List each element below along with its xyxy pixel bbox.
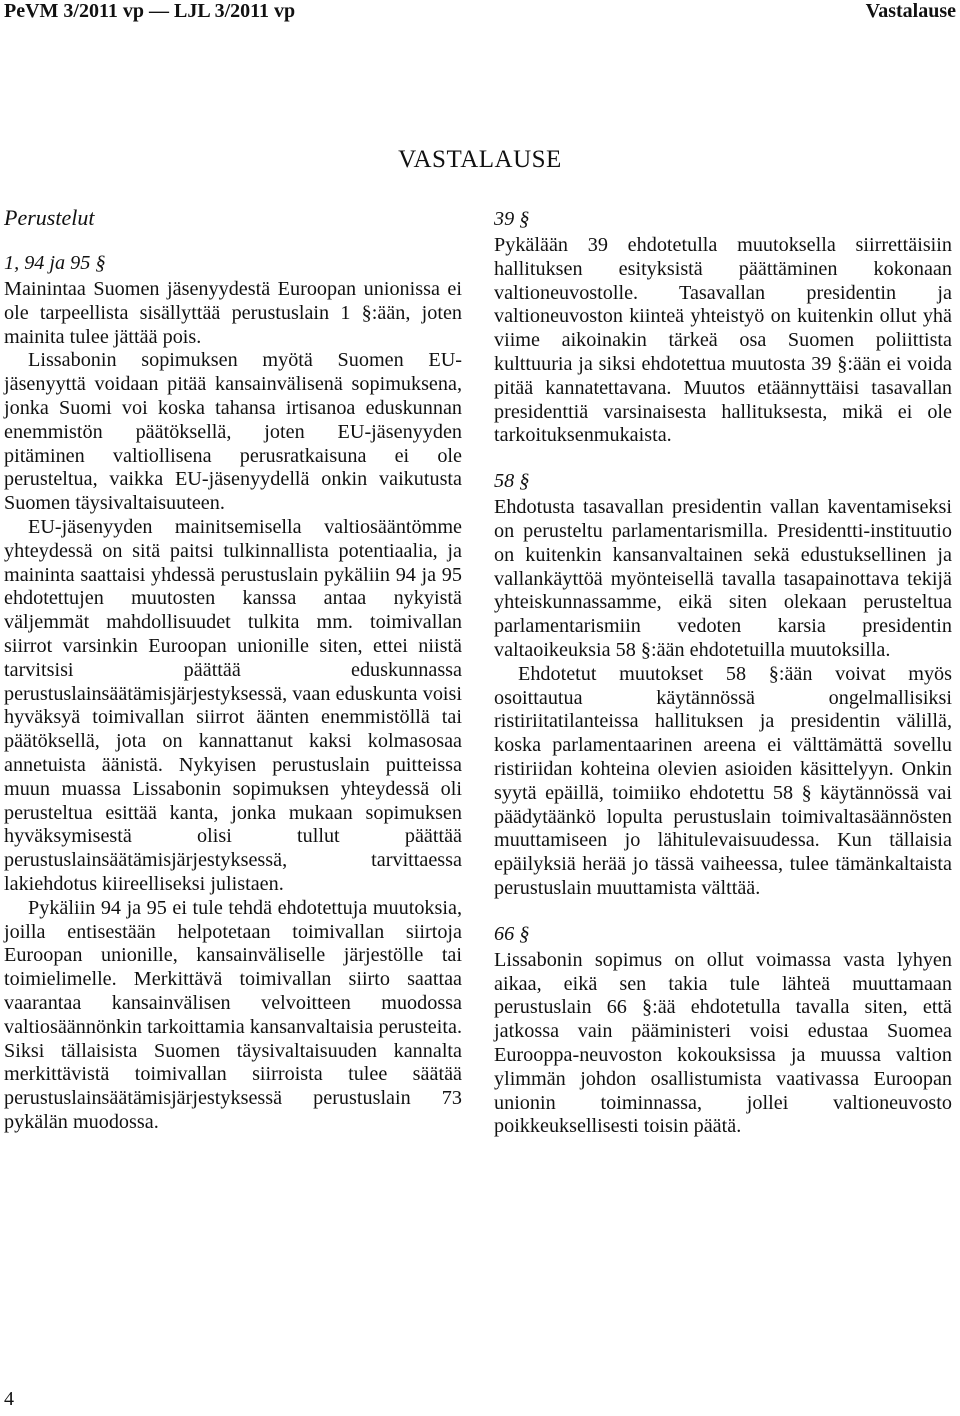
left-column xyxy=(4,204,462,1135)
body-paragraph: Pykäliin 94 ja 95 ei tule tehdä ehdotettuja muutoksia, joilla entisestään helpotetaan toimivallan siirtoja Euroopan unionille, kansainväliselle järjestölle tai toimielimelle. Merkittävä toimivallan siirto saattaa vaarantaa kansainvälisen velvoitteen muodossa valtiosäännönkin tarkoittamia kansanvaltaisia perusteita. Siksi tällaisista Suomen täysivaltaisuuden kannalta merkittävistä toimivallan siirroista tulee säätää perustuslainsäätämisjärjestyksessä perustuslain 73 pykälän muodossa. xyxy=(4,896,462,1133)
body-paragraph: Ehdotusta tasavallan presidentin vallan kaventamiseksi on perusteltu parlamentarismilla. Presidentti-instituutio on kuitenkin kansanvaltainen sekä edustuksellinen ja vallankäyttöä myönteisellä tavalla tasapainottava tekijä yhteiskunnassamme, eikä siten olekaan perusteltua parlamentarismiin vedoten karsia presidentin valtaoikeuksia 58 §:ään ehdotetuilla muutoksilla. xyxy=(494,496,952,661)
header-section-label: Vastalause xyxy=(865,0,956,22)
body-paragraph: EU-jäsenyyden mainitsemisella valtiosääntömme yhteydessä on sitä paitsi tulkinnallista potentiaalia, ja maininta saattaisi yhdessä perustuslain pykäliin 94 ja 95 ehdotettujen muutosten kanssa antaa nykyistä väljemmät mahdollisuudet tulkita mm. toimivallan siirrot varsinkin Euroopan unionille siten, ettei niistä tarvitsisi päättää eduskunnassa perustuslainsäätämisjärjestyksessä, vaan eduskunta voisi hyväksyä toimivallan siirrot äänten enemmistöllä tai päätöksellä, jota on kannattanut kaksi kolmasosaa annetuista äänistä. Nykyisen perustuslain puitteissa muun muassa Lissabonin sopimuksen yhteydessä oli perusteltua esittää kanta, jonka mukaan sopimuksen hyväksymisestä olisi tullut päättää perustuslainsäätämisjärjestyksessä, tarvittaessa lakiehdotus kiireelliseksi julistaen. xyxy=(4,515,462,895)
body-paragraph: Ehdotetut muutokset 58 §:ään voivat myös osoittautua käytännössä ongelmallisiksi ristiriitatilanteissa hallituksen ja presidentin välillä, koska parlamentaarinen areena ei välttämättä sovellu ristiriidan kohteina olevien asioiden käsittelyyn. Onkin syytä epäillä, toimiiko ehdotettu 58 § käytännössä vai päädytäänkö lopulta perustuslain toimivaltasäännösten muuttamiseen jo lähitulevaisuudessa. Kun tällaisia epäilyksiä herää jo tässä vaiheessa, tulee tämänkaltaista perustuslain muuttamista välttää. xyxy=(494,662,952,899)
paragraph-label-1-94-95: 1, 94 ja 95 § xyxy=(4,252,106,274)
header-document-ids: PeVM 3/2011 vp — LJL 3/2011 vp xyxy=(4,0,296,22)
paragraph-label-39: 39 § xyxy=(494,208,530,230)
section-heading-perustelut: Perustelut xyxy=(4,205,95,230)
paragraph-label-58: 58 § xyxy=(494,470,530,493)
body-paragraph: Lissabonin sopimuksen myötä Suomen EU-jäsenyyttä voidaan pitää kansainvälisenä sopimuksena, jonka Suomi voi koska tahansa irtisanoa eduskunnan enemmistön päätöksellä, joten EU-jäsenyyden pitäminen valtiollisena perusratkaisuna ei ole perusteltua, vaikka EU-jäsenyydellä onkin vaikutusta Suomen täysivaltaisuuteen. xyxy=(4,349,462,515)
body-paragraph: Lissabonin sopimus on ollut voimassa vasta lyhyen aikaa, eikä sen takia tule lähteä muuttamaan perustuslain 66 §:ää ehdotetulla tavalla siten, että jatkossa vain pääministeri voisi edustaa Suomea Eurooppa-neuvoston kokouksissa ja muussa valtion ylimmän johdon osallistumista vaativassa Euroopan unionin toiminnassa, jollei valtioneuvosto poikkeuksellisesti toisin päätä. xyxy=(494,948,952,1138)
running-header xyxy=(0,0,960,24)
page-number: 4 xyxy=(4,1388,14,1410)
body-paragraph: Pykälään 39 ehdotetulla muutoksella siirrettäisiin hallituksen esityksistä päättäminen kokonaan valtioneuvostolle. Tasavallan presidentin ja valtioneuvoston kiinteä yhteistyö on kuitenkin ollut yhä viime aikoinakin tärkeä osa Suomen poliittista kulttuuria ja siksi ehdotettua muutosta 39 §:ään ei voida pitää kannatettavana. Muutos etäännyttäisi tasavallan presidenttiä varsinaisesta hallituksesta, mikä ei ole tarkoituksenmukaista. xyxy=(494,234,952,447)
body-paragraph: Mainintaa Suomen jäsenyydestä Euroopan unionissa ei ole tarpeellista sisällyttää perustuslain 1 §:ään, joten mainita tulee jättää pois. xyxy=(4,278,462,348)
page-title: VASTALAUSE xyxy=(398,146,562,173)
paragraph-label-66: 66 § xyxy=(494,922,530,945)
right-column xyxy=(494,204,952,1139)
